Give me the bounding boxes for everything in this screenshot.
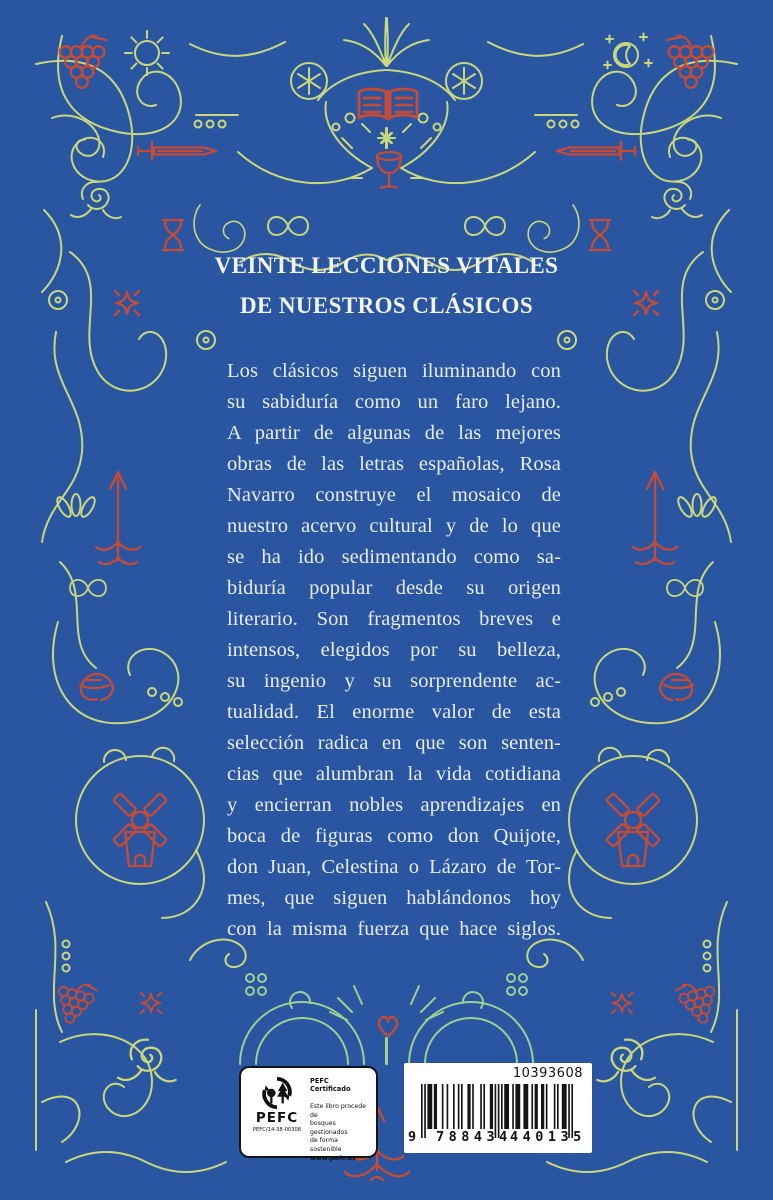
sun-icon [125, 31, 169, 75]
pefc-description-line: bosques gestionados [310, 1120, 348, 1136]
back-cover-text [227, 356, 561, 945]
heart-icon [379, 1017, 397, 1036]
body-line: cias que alumbran la vida cotidiana [227, 763, 561, 785]
barcode-top-number: 10393608 [512, 1066, 583, 1081]
body-line: selección radica en que son senten- [227, 732, 561, 754]
goblet-icon [377, 152, 401, 188]
body-line: boca de figuras como don Quijote, [227, 825, 561, 847]
body-line: mes, que siguen hablándonos hoy [227, 887, 561, 909]
open-book-icon [359, 89, 417, 119]
barcode-digits [404, 1129, 592, 1149]
pefc-description-line: de forma sostenible [310, 1137, 342, 1153]
body-line: biduría popular desde su origen [227, 577, 561, 599]
pefc-heading: PEFC Certificado [310, 1077, 351, 1093]
pefc-description [310, 1103, 371, 1154]
body-line: intensos, elegidos por su belleza, [227, 639, 561, 661]
title-line-1: VEINTE LECCIONES VITALES [214, 253, 559, 278]
barcode-label [404, 1063, 592, 1153]
body-line: y encierran nobles aprendizajes en [227, 794, 561, 816]
barcode-digit-group1: 788434 [436, 1129, 512, 1145]
body-line: su ingenio y su sorprendente ac- [227, 670, 561, 692]
barcode-digit-left: 9 [408, 1129, 417, 1145]
pefc-logo-column [248, 1075, 306, 1151]
body-line: don Juan, Celestina o Lázaro de Tor- [227, 856, 561, 878]
body-line: nuestro acervo cultural y de lo que [227, 515, 561, 537]
back-cover-title [120, 246, 653, 326]
pefc-text-column [306, 1075, 371, 1162]
body-line: A partir de algunas de las mejores [227, 422, 561, 444]
body-line: Los clásicos siguen iluminando con [227, 360, 561, 382]
pefc-license-code: PEFC/14-38-00308 [252, 1127, 302, 1133]
pefc-logo-icon [258, 1075, 296, 1111]
pefc-website: www.pefc.es [310, 1154, 356, 1162]
barcode-digit-group2: 440135 [510, 1129, 586, 1145]
pefc-wordmark: PEFC [255, 1110, 299, 1126]
body-line: tualidad. El enorme valor de esta [227, 701, 561, 723]
body-line: Navarro construye el mosaico de [227, 484, 561, 506]
pefc-description-line: Este libro procede de [310, 1103, 366, 1119]
title-line-2: DE NUESTROS CLÁSICOS [239, 293, 534, 318]
body-line: su sabiduría como un faro lejano. [227, 391, 561, 413]
pefc-label [239, 1066, 378, 1162]
moon-icon [604, 34, 652, 69]
body-line: literario. Son fragmentos breves e [227, 608, 561, 630]
body-line: se ha ido sedimentando como sa- [227, 546, 561, 568]
body-line: obras de las letras españolas, Rosa [227, 453, 561, 475]
body-line: con la misma fuerza que hace siglos. [227, 918, 561, 940]
